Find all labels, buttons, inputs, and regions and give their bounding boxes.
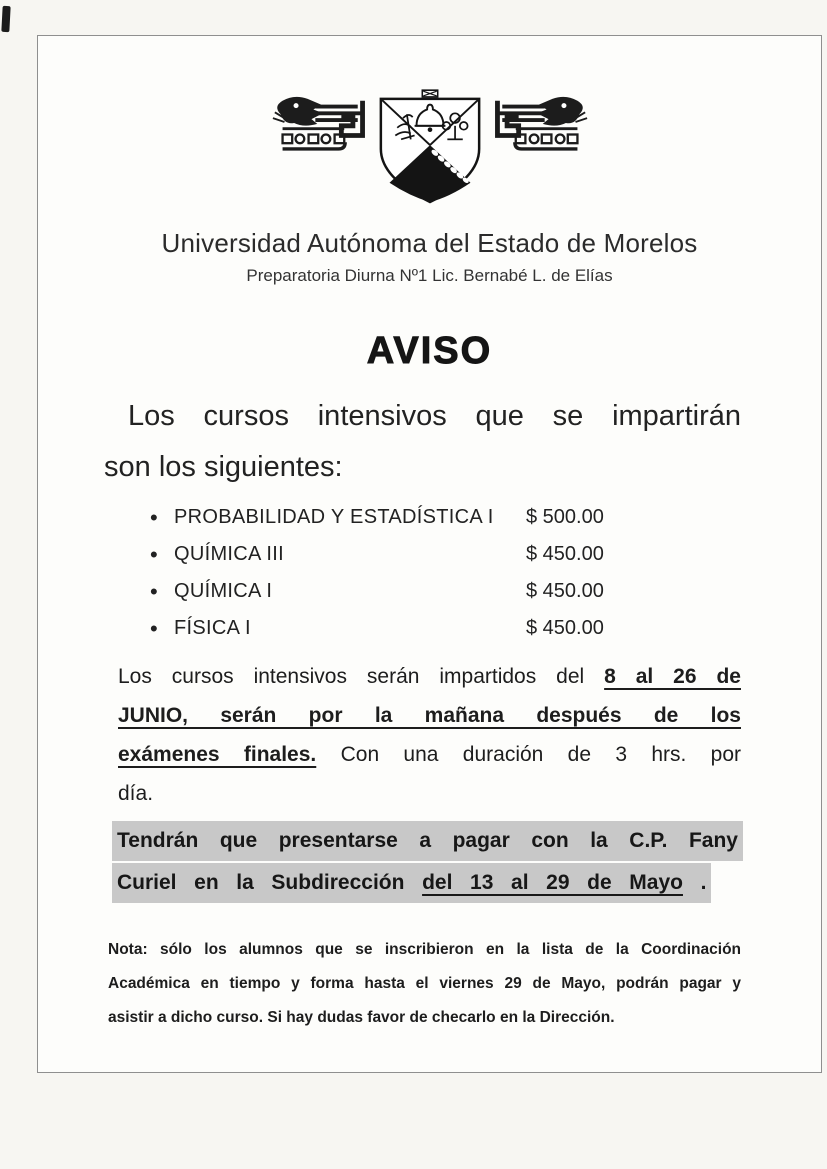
note-line-2: Académica en tiempo y forma hasta el viernes 29 de Mayo, podrán pagar y xyxy=(108,975,741,992)
university-crest-icon xyxy=(271,86,589,210)
schedule-line-2-bold: JUNIO, serán por la mañana después de los xyxy=(118,704,741,727)
document-page xyxy=(37,35,822,1073)
payment-line-2-prefix: Curiel en la Subdirección xyxy=(117,871,405,894)
note-line-1: Nota: sólo los alumnos que se inscribieron en la lista de la Coordinación xyxy=(108,941,741,958)
note-paragraph xyxy=(108,933,741,1035)
schedule-line-3-regular: Con una duración de 3 hrs. por xyxy=(340,743,741,766)
course-name: QUÍMICA III xyxy=(174,543,284,565)
course-list xyxy=(150,499,741,647)
payment-line-2-period: . xyxy=(700,871,707,894)
course-price: $ 450.00 xyxy=(526,617,604,639)
bullet-icon: • xyxy=(150,542,158,567)
intro-line-1: Los cursos intensivos que se impartirán xyxy=(128,400,741,432)
course-price: $ 450.00 xyxy=(526,543,604,565)
note-line-3: asistir a dicho curso. Si hay dudas favor de checarlo en la Dirección. xyxy=(108,1009,615,1026)
payment-line-1: Tendrán que presentarse a pagar con la C.P. Fany xyxy=(112,821,743,861)
notice-title: AVISO xyxy=(366,330,493,372)
course-name: QUÍMICA I xyxy=(174,580,273,602)
schedule-line-4: día. xyxy=(118,782,154,805)
schedule-line-1 xyxy=(118,657,741,696)
payment-highlight-paragraph xyxy=(112,821,743,903)
payment-line-2 xyxy=(112,863,711,903)
university-name: Universidad Autónoma del Estado de Morelos xyxy=(161,228,698,258)
payment-line-2-dates: del 13 al 29 de Mayo xyxy=(422,871,683,894)
schedule-line-3-bold: exámenes finales. xyxy=(118,743,317,766)
schedule-line-2 xyxy=(118,696,741,735)
schedule-line-1-regular: Los cursos intensivos serán impartidos del xyxy=(118,665,585,688)
crest-container xyxy=(38,86,821,210)
intro-line-2: son los siguientes: xyxy=(104,451,343,483)
schedule-paragraph xyxy=(118,657,741,813)
course-row xyxy=(150,573,741,610)
intro-paragraph xyxy=(104,391,741,493)
schedule-line-1-dates: 8 al 26 de xyxy=(604,665,741,688)
course-row xyxy=(150,499,741,536)
course-row xyxy=(150,536,741,573)
bullet-icon: • xyxy=(150,579,158,604)
course-price: $ 450.00 xyxy=(526,580,604,602)
course-row xyxy=(150,610,741,647)
course-name: FÍSICA I xyxy=(174,617,251,639)
course-price: $ 500.00 xyxy=(526,506,604,528)
school-name: Preparatoria Diurna Nº1 Lic. Bernabé L. de Elías xyxy=(246,266,613,285)
bullet-icon: • xyxy=(150,505,158,530)
scan-edge-artifact xyxy=(1,6,10,32)
course-name: PROBABILIDAD Y ESTADÍSTICA I xyxy=(174,506,494,528)
schedule-line-3 xyxy=(118,735,741,774)
bullet-icon: • xyxy=(150,616,158,641)
